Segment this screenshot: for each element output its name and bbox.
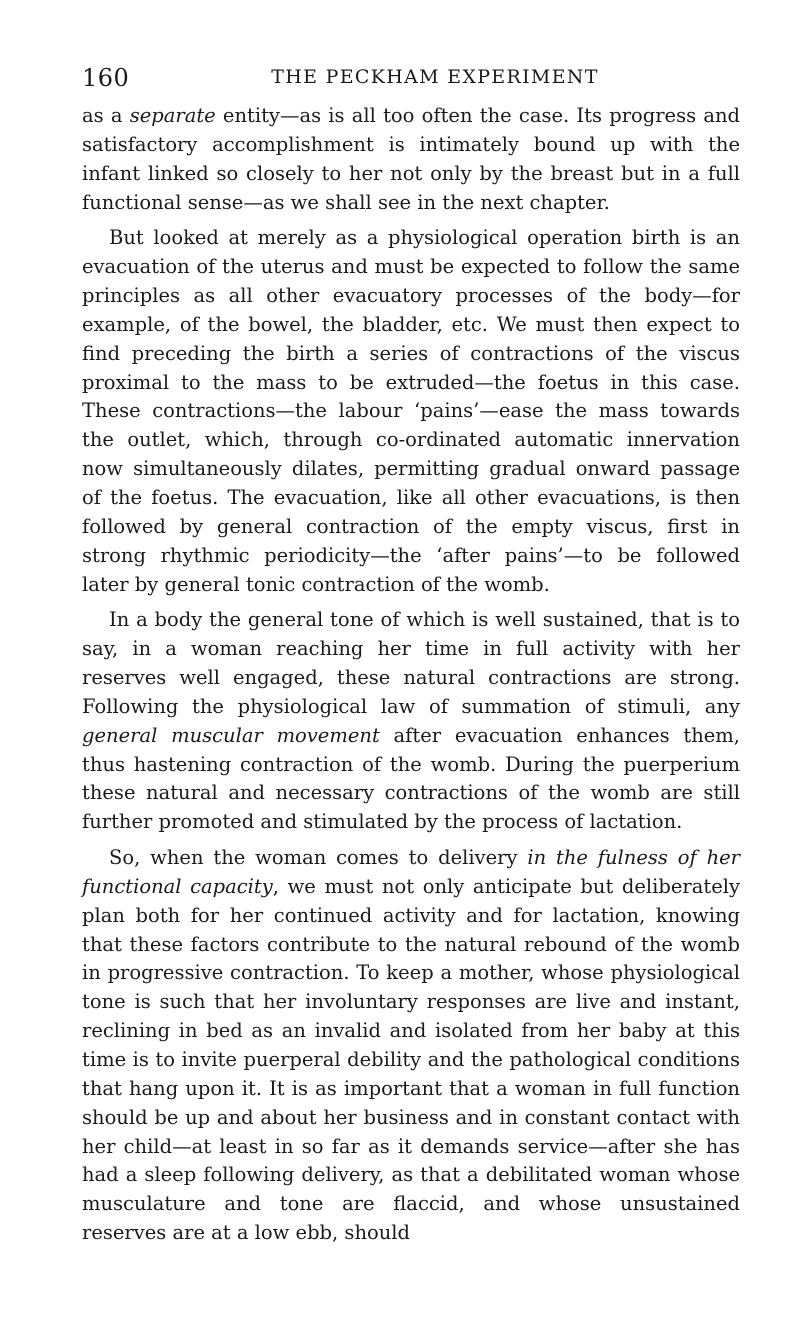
text-segment: But looked at merely as a physiological operation birth is an evacuation of the uterus and must be expected to follow the same principles as all other evacuatory processes of the body—for example, of the bowel, the bladder, etc. We must then expect to find preceding the birth a series of contractions of the viscus proximal to the mass to be extruded—the foetus in this case. These contractions—the labour ‘pains’—ease the mass towards the outlet, which, through co-ordinated automatic innervation now simultaneously dilates, permitting gradual onward passage of the foetus. The evacuation, like all other evacuations, is then followed by general contraction of the empty viscus, first in strong rhythmic periodicity—the ‘after pains’—to be followed later by general tonic contraction of the womb. <box>82 226 740 596</box>
italic-text-segment: general muscular movement <box>82 723 380 747</box>
text-segment: So, when the woman comes to delivery <box>109 846 528 870</box>
text-segment: , we must not only anticipate but deliberately plan both for her continued activity and for lactation, knowing that these factors contribute to the natural rebound of the womb in progressive contraction. To keep a mother, whose physiological tone is such that her involuntary responses are live and instant, reclining in bed as an invalid and isolated from her baby at this time is to invite puerperal debility and the pathological conditions that hang upon it. It is as important that a woman in full function should be up and about her business and in constant contact with her child—at least in so far as it demands service—after she has had a sleep following delivery, as that a debilitated woman whose musculature and tone are flaccid, and whose unsustained reserves are at a low ebb, should <box>82 874 740 1245</box>
running-title: THE PECKHAM EXPERIMENT <box>271 66 599 88</box>
paragraph <box>82 606 740 837</box>
text-segment: entity—as is all too often the case. Its progress and satisfactory accomplishment is intimately bound up with the infant linked so closely to her not only by the breast but in a full functional sense—as we shall see in the next chapter. <box>82 104 740 214</box>
text-segment: as a <box>82 104 130 127</box>
paragraph <box>82 224 740 599</box>
page-number: 160 <box>82 64 130 92</box>
italic-text-segment: in the fulness of her functional capacity <box>82 846 740 898</box>
paragraph <box>82 844 740 1248</box>
text-segment: In a body the general tone of which is well sustained, that is to say, in a woman reaching her time in full activity with her reserves well engaged, these natural contractions are strong. Following the physiological law of summation of stimuli, any <box>82 608 740 718</box>
body-text <box>82 102 740 1248</box>
italic-text-segment: separate <box>129 104 216 127</box>
paragraph <box>82 102 740 217</box>
page-header <box>82 58 738 92</box>
text-segment: after evacuation enhances them, thus hastening contraction of the womb. During the puerperium these natural and necessary contractions of the womb are still further promoted and stimulated by the process of lactation. <box>82 723 740 834</box>
